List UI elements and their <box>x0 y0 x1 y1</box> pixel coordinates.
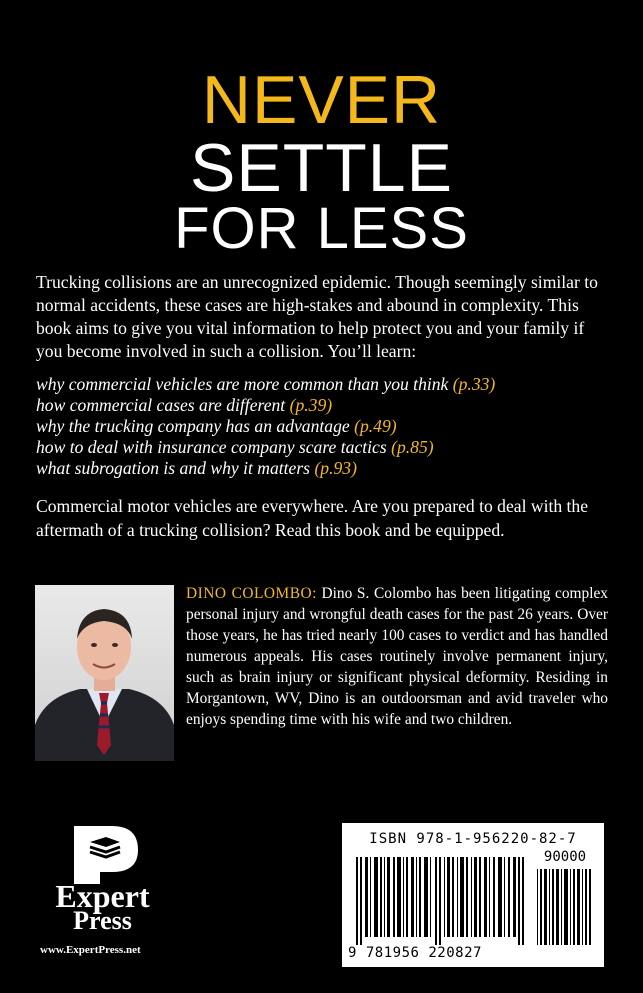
title-line-never: NEVER <box>201 62 442 138</box>
page-ref: (p.39) <box>289 395 333 415</box>
publisher-url[interactable]: www.ExpertPress.net <box>40 944 141 956</box>
page-ref: (p.93) <box>314 458 357 478</box>
list-item-text: what subrogation is and why it matters <box>36 458 311 478</box>
list-item-text: why the trucking company has an advantage <box>36 416 350 436</box>
author-bio-text: Dino S. Colombo has been litigating complex personal injury and wrongful death cases for the past 26 years. Over those years, he has tried nearly 100 cases to verdict and has handled numerous appeals. His cases routinely involve permanent injury, such as brain injury or significant physical deformity. Residing in Morgantown, WV, Dino is an outdoorsman and avid traveler who enjoys spending time with his wife and two children. <box>186 585 608 728</box>
list-item <box>36 395 611 416</box>
title-line-for-less: FOR LESS <box>174 196 469 261</box>
publisher-word-press: Press <box>73 906 132 935</box>
list-item-text: why commercial vehicles are more common than you think <box>36 374 449 394</box>
author-name: DINO COLOMBO: <box>186 585 317 602</box>
intro-paragraph: Trucking collisions are an unrecognized epidemic. Though seemingly similar to normal accidents, these cases are high-stakes and abound in complexity. This book aims to give you vital information to help protect you and your family if you become involved in such a collision. You’ll learn: <box>36 272 598 361</box>
list-item <box>36 374 611 395</box>
list-item-text: how to deal with insurance company scare tactics <box>36 437 387 457</box>
publisher-word-expert: Expert <box>55 878 150 914</box>
expert-press-p-icon <box>70 826 140 884</box>
barcode-digits: 9 781956 220827 <box>348 945 482 961</box>
title-line-settle: SETTLE <box>190 130 453 206</box>
list-item-text: how commercial cases are different <box>36 395 286 415</box>
author-photo <box>35 585 174 761</box>
list-item <box>36 416 611 437</box>
learn-list <box>36 374 611 479</box>
list-item <box>36 437 611 458</box>
barcode-addon-bars <box>537 869 592 945</box>
page-ref: (p.49) <box>354 416 397 436</box>
isbn-text: ISBN 978-1-956220-82-7 <box>369 831 577 847</box>
page-ref: (p.85) <box>391 437 434 457</box>
barcode-addon-number: 90000 <box>543 849 587 865</box>
barcode-bars <box>356 857 526 945</box>
list-item <box>36 458 611 479</box>
closing-paragraph: Commercial motor vehicles are everywhere. Are you prepared to deal with the aftermath of a trucking collision? Read this book and be equipped. <box>36 496 589 540</box>
author-bio <box>186 583 608 730</box>
page-ref: (p.33) <box>452 374 496 394</box>
isbn-barcode <box>342 823 604 967</box>
